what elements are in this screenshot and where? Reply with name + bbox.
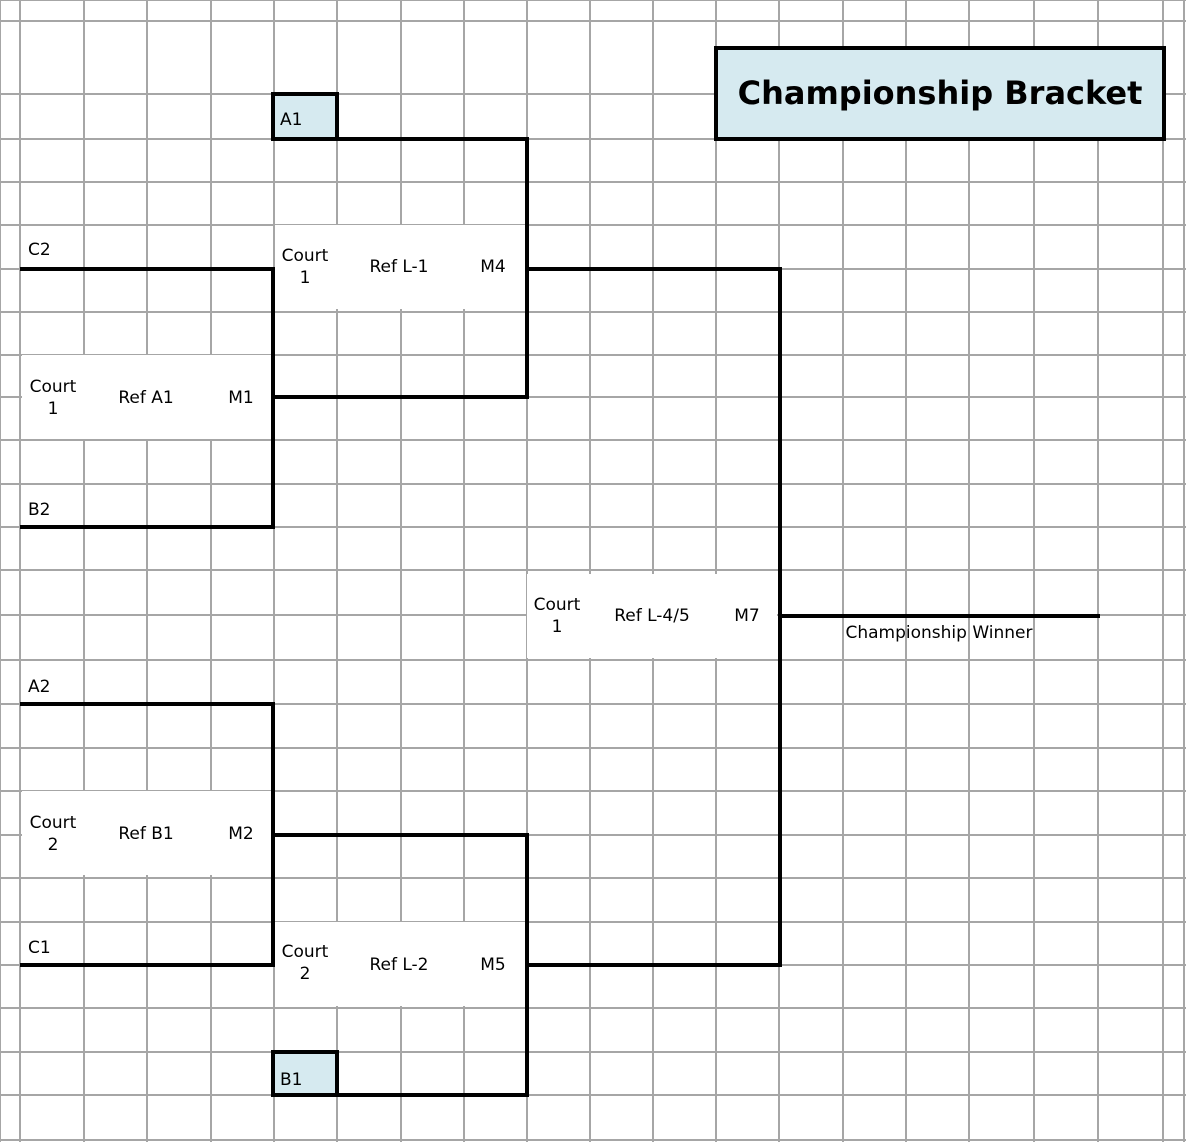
team-label-a1: A1 — [280, 110, 303, 130]
court-label: Court — [281, 942, 329, 962]
team-label-a2: A2 — [28, 677, 51, 697]
winner-label: Championship Winner — [845, 623, 1033, 643]
court-number: 2 — [47, 835, 59, 855]
referee-label: Ref A1 — [118, 388, 174, 408]
match-id: M2 — [228, 824, 254, 844]
court-label: Court — [281, 246, 329, 266]
team-label-c1: C1 — [28, 938, 51, 958]
team-label-b1: B1 — [280, 1070, 303, 1090]
page-title: Championship Bracket — [737, 74, 1143, 112]
match-id: M4 — [480, 257, 506, 277]
referee-label: Ref L-2 — [369, 955, 429, 975]
court-number: 2 — [299, 964, 311, 984]
referee-label: Ref L-4/5 — [614, 606, 690, 626]
court-number: 1 — [299, 268, 311, 288]
court-label: Court — [29, 377, 77, 397]
court-number: 1 — [47, 399, 59, 419]
referee-label: Ref B1 — [118, 824, 174, 844]
court-label: Court — [29, 813, 77, 833]
referee-label: Ref L-1 — [369, 257, 429, 277]
team-label-c2: C2 — [28, 240, 51, 260]
court-number: 1 — [551, 617, 563, 637]
match-id: M7 — [734, 606, 760, 626]
match-id: M1 — [228, 388, 254, 408]
team-label-b2: B2 — [28, 500, 51, 520]
court-label: Court — [533, 595, 581, 615]
match-id: M5 — [480, 955, 506, 975]
